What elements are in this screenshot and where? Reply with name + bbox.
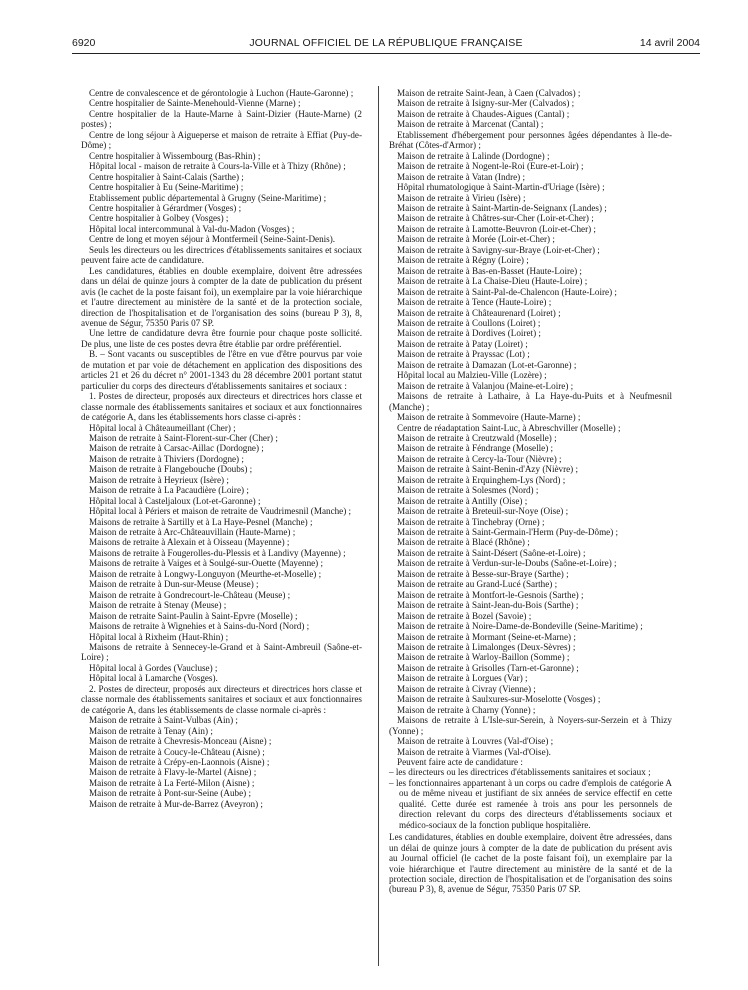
- text-entry: Maison de retraite à Valanjou (Maine-et-Loire) ;: [397, 380, 574, 391]
- text-entry: Centre de long séjour à Aigueperse et maison de retraite à Effiat (Puy-de-Dôme) ;: [81, 129, 362, 151]
- text-entry: Maison de retraite à Vatan (Indre) ;: [397, 171, 526, 182]
- text-entry: Maison de retraite à Carsac-Aillac (Dordogne) ;: [89, 443, 264, 454]
- text-entry: Maison de retraite à Saint-Pal-de-Chalencon (Haute-Loire) ;: [397, 286, 617, 297]
- text-entry: Maison de retraite à Saulxures-sur-Moselotte (Vosges) ;: [397, 694, 601, 705]
- text-entry: Maison de retraite à Saint-Martin-de-Seignanx (Landes) ;: [397, 202, 607, 213]
- text-entry: Peuvent faire acte de candidature :: [397, 757, 523, 767]
- text-entry: Hôpital local à Lamarche (Vosges).: [89, 673, 218, 684]
- text-entry: Maison de retraite à Marcenat (Cantal) ;: [397, 119, 544, 130]
- text-entry: 2. Postes de directeur, proposés aux directeurs et directrices hors classe et classe normale des établissements sanitaires et sociaux et aux fonctionnaires de catégorie A, dans les établissements de classe normale ci-après :: [81, 683, 362, 715]
- text-entry: Maisons de retraite à Lathaire, à La Haye-du-Puits et à Neufmesnil (Manche) ;: [389, 391, 672, 412]
- text-entry: Centre de convalescence et de gérontologie à Luchon (Haute-Garonne) ;: [89, 88, 354, 98]
- text-entry: Etablissement d'hébergement pour personnes âgées dépendantes à Ile-de-Bréhat (Côtes-d'Armor) ;: [389, 129, 672, 151]
- page-number: 6920: [72, 37, 96, 49]
- condition-item: – les directeurs ou les directrices d'établissements sanitaires et sociaux ;: [389, 767, 672, 777]
- text-entry: Maison de retraite à Saint-Désert (Saône-et-Loire) ;: [397, 547, 586, 558]
- text-entry: Maison de retraite à Saint-Benin-d'Azy (Nièvre) ;: [397, 464, 579, 475]
- text-entry: Maison de retraite à Louvres (Val-d'Oise) ;: [397, 736, 554, 747]
- text-entry: Centre hospitalier de Sainte-Menehould-Vienne (Marne) ;: [89, 98, 301, 109]
- text-entry: Maison de retraite à Breteuil-sur-Noye (Oise) ;: [397, 506, 569, 517]
- text-entry: Maison de retraite à Pont-sur-Seine (Aube) ;: [89, 788, 251, 799]
- text-entry: Maison de retraite à Mur-de-Barrez (Aveyron) ;: [89, 798, 263, 809]
- text-entry: Maison de retraite à Crépy-en-Laonnois (Aisne) ;: [89, 757, 270, 767]
- text-entry: Maison de retraite à Tence (Haute-Loire) ;: [397, 297, 552, 308]
- text-entry: Maison de retraite à Sommevoire (Haute-Marne) ;: [397, 412, 581, 423]
- text-entry: Maison de retraite à Nogent-le-Roi (Eure-et-Loir) ;: [397, 161, 584, 172]
- text-entry: Centre hospitalier de la Haute-Marne à Saint-Dizier (Haute-Marne) (2 postes) ;: [81, 108, 362, 130]
- text-entry: Maison de retraite à Dun-sur-Meuse (Meuse) ;: [89, 579, 259, 590]
- text-entry: Maison de retraite à Flangebouche (Doubs) ;: [89, 464, 253, 475]
- text-entry: Hôpital local au Malzieu-Ville (Lozère) ;: [397, 370, 547, 381]
- text-entry: Centre hospitalier à Golbey (Vosges) ;: [89, 213, 229, 224]
- text-entry: Centre hospitalier à Gérardmer (Vosges) ;: [89, 202, 242, 213]
- text-entry: Maison de retraite à Besse-sur-Braye (Sarthe) ;: [397, 568, 569, 579]
- journal-title: JOURNAL OFFICIEL DE LA RÉPUBLIQUE FRANÇAISE: [249, 37, 523, 49]
- text-entry: Maison de retraite à Régny (Loire) ;: [397, 255, 529, 266]
- text-entry: Maison de retraite à Chaudes-Aigues (Cantal) ;: [397, 108, 570, 119]
- right-column-entries: [389, 88, 672, 767]
- text-entry: Maison de retraite à Damazan (Lot-et-Garonne) ;: [397, 359, 577, 370]
- text-entry: Maison de retraite à Limalonges (Deux-Sèvres) ;: [397, 642, 576, 653]
- text-entry: Hôpital local intercommunal à Val-du-Madon (Vosges) ;: [89, 223, 295, 234]
- text-entry: Maison de retraite Saint-Jean, à Caen (Calvados) ;: [397, 88, 581, 98]
- text-entry: Maison de retraite à Isigny-sur-Mer (Calvados) ;: [397, 98, 575, 109]
- text-entry: Maison de retraite à Mormant (Seine-et-Marne) ;: [397, 631, 576, 642]
- left-column: [81, 88, 362, 809]
- text-entry: Hôpital local - maison de retraite à Cours-la-Ville et à Thizy (Rhône) ;: [89, 161, 346, 172]
- header-rule: [72, 53, 700, 54]
- text-entry: Maison de retraite à Blacé (Rhône) ;: [397, 537, 530, 548]
- text-entry: Maison de retraite à Saint-Jean-du-Bois (Sarthe) ;: [397, 600, 579, 611]
- text-entry: Maison de retraite à Noire-Dame-de-Bondeville (Seine-Maritime) ;: [397, 621, 643, 632]
- text-entry: Maison de retraite à Bas-en-Basset (Haute-Loire) ;: [397, 265, 582, 276]
- text-entry: Etablissement public départemental à Grugny (Seine-Maritime) ;: [89, 192, 327, 203]
- text-entry: Une lettre de candidature devra être fournie pour chaque poste sollicité. De plus, une liste de ces postes devra être établie par ordre préférentiel.: [81, 328, 362, 349]
- text-entry: Maison de retraite à Thiviers (Dordogne) ;: [89, 453, 244, 464]
- text-entry: Maison de retraite à Saint-Germain-l'Herm (Puy-de-Dôme) ;: [397, 527, 619, 538]
- text-entry: Maisons de retraite à Sartilly et à La Haye-Pesnel (Manche) ;: [89, 516, 313, 527]
- text-entry: Maison de retraite à Lamotte-Beuvron (Loir-et-Cher) ;: [397, 223, 596, 234]
- right-column: [389, 88, 672, 895]
- text-entry: Centre de long et moyen séjour à Montfermeil (Seine-Saint-Denis).: [89, 234, 336, 245]
- text-entry: Maison de retraite à Antilly (Oise) ;: [397, 495, 528, 506]
- text-entry: Maison de retraite à La Pacaudière (Loire) ;: [89, 485, 249, 496]
- text-entry: Centre hospitalier à Eu (Seine-Maritime) ;: [89, 182, 244, 193]
- text-entry: Centre hospitalier à Saint-Calais (Sarthe) ;: [89, 171, 244, 182]
- text-entry: Maison de retraite à Flavy-le-Martel (Aisne) ;: [89, 767, 257, 778]
- text-entry: Hôpital local à Gordes (Vaucluse) ;: [89, 662, 218, 673]
- text-entry: Hôpital local à Rixheim (Haut-Rhin) ;: [89, 631, 229, 642]
- text-entry: Maison de retraite à Tenay (Ain) ;: [89, 725, 213, 736]
- candidate-conditions-list: [389, 767, 672, 830]
- text-entry: Maison de retraite à Verdun-sur-le-Doubs (Saône-et-Loire) ;: [397, 558, 617, 569]
- text-entry: Seuls les directeurs ou les directrices d'établissements sanitaires et sociaux peuvent faire acte de candidature.: [81, 244, 362, 266]
- publication-date: 14 avril 2004: [639, 37, 700, 49]
- text-entry: Maison de retraite à Solesmes (Nord) ;: [397, 485, 539, 496]
- text-entry: Maisons de retraite à Fougerolles-du-Plessis et à Landivy (Mayenne) ;: [89, 547, 346, 558]
- text-entry: Maison de retraite à Charny (Yonne) ;: [397, 704, 536, 715]
- text-entry: Maison de retraite à La Chaise-Dieu (Haute-Loire) ;: [397, 276, 588, 287]
- text-entry: Maisons de retraite à Vaiges et à Soulgé-sur-Ouette (Mayenne) ;: [89, 558, 324, 569]
- text-entry: 1. Postes de directeur, proposés aux directeurs et directrices hors classe et classe normale des établissements sanitaires et sociaux et aux fonctionnaires de catégorie A, dans les établissements hors classe ci-après :: [81, 391, 362, 423]
- page-header: [72, 37, 700, 53]
- text-entry: Hôpital local à Périers et maison de retraite de Vaudrimesnil (Manche) ;: [89, 506, 352, 517]
- text-entry: Maison de retraite à Saint-Florent-sur-Cher (Cher) ;: [89, 432, 278, 443]
- text-entry: Maison de retraite à Châteaurenard (Loiret) ;: [397, 307, 561, 318]
- text-entry: Centre hospitalier à Wissembourg (Bas-Rhin) ;: [89, 150, 261, 161]
- text-entry: Maison de retraite à La Ferté-Milon (Aisne) ;: [89, 777, 255, 788]
- text-entry: Maisons de retraite à L'Isle-sur-Serein, à Noyers-sur-Serzein et à Thizy (Yonne) ;: [389, 715, 672, 736]
- condition-item: – les fonctionnaires appartenant à un corps ou cadre d'emplois de catégorie A ou de même niveau et justifiant de six années de service effectif en cette qualité. Cette durée est ramenée à trois ans pour les personnels de direction relevant du corps des directeurs d'établissements sociaux et médico-sociaux de la fonction publique hospitalière.: [389, 778, 672, 830]
- text-entry: Maison de retraite à Viarmes (Val-d'Oise).: [397, 746, 551, 757]
- text-entry: Maison de retraite au Grand-Lucé (Sarthe) ;: [397, 579, 558, 590]
- text-entry: Maison de retraite à Montfort-le-Gesnois (Sarthe) ;: [397, 589, 584, 600]
- text-entry: Maison de retraite à Féndrange (Moselle) ;: [397, 443, 554, 454]
- text-entry: Maison de retraite à Stenay (Meuse) ;: [89, 600, 227, 611]
- text-entry: Maison de retraite à Lalinde (Dordogne) ;: [397, 150, 550, 161]
- text-entry: Maison de retraite à Savigny-sur-Braye (Loir-et-Cher) ;: [397, 244, 600, 255]
- text-entry: Hôpital rhumatologique à Saint-Martin-d'Uriage (Isère) ;: [397, 182, 605, 193]
- text-entry: Maison de retraite à Warloy-Baillon (Somme) ;: [397, 652, 570, 663]
- text-entry: Maisons de retraite à Sennecey-le-Grand et à Saint-Ambreuil (Saône-et-Loire) ;: [81, 642, 362, 663]
- text-entry: Maison de retraite à Virieu (Isère) ;: [397, 192, 526, 203]
- text-entry: Maison de retraite Saint-Paulin à Saint-Epvre (Moselle) ;: [89, 610, 298, 621]
- closing-paragraph: Les candidatures, établies en double exemplaire, doivent être adressées, dans un délai de quinze jours à compter de la date de publication du présent avis au Journal officiel (le cachet de la poste faisant foi), un exemplaire par la voie hiérarchique et l'autre directement au ministère de la santé et de la protection sociale, direction de l'hospitalisation et de l'organisation des soins (bureau P 3), 8, avenue de Ségur, 75350 Paris 07 SP.: [389, 832, 672, 895]
- text-entry: Les candidatures, établies en double exemplaire, doivent être adressées dans un délai de quinze jours à compter de la date de publication du présent avis (le cachet de la poste faisant foi), un exemplaire par la voie hiérarchique et l'autre directement au ministère de la santé et de la protection sociale, direction de l'hospitalisation et de l'organisation des soins (bureau P 3), 8, avenue de Ségur, 75350 Paris 07 SP.: [81, 265, 362, 328]
- text-entry: Maison de retraite à Heyrieux (Isère) ;: [89, 474, 229, 485]
- text-entry: Maisons de retraite à Wignehies et à Sains-du-Nord (Nord) ;: [89, 621, 310, 632]
- text-entry: Maison de retraite à Creutzwald (Moselle) ;: [397, 432, 557, 443]
- text-entry: B. – Sont vacants ou susceptibles de l'être en vue d'être pourvus par voie de mutation et par voie de détachement en application des dispositions des articles 21 et 26 du décret n° 2001-1343 du 28 décembre 2001 portant statut particulier du corps des directeurs d'établissements sanitaires et sociaux :: [81, 349, 362, 391]
- text-entry: Maison de retraite à Prayssac (Lot) ;: [397, 349, 530, 360]
- text-entry: Maison de retraite à Saint-Vulbas (Ain) ;: [89, 715, 238, 726]
- text-entry: Maison de retraite à Gondrecourt-le-Château (Meuse) ;: [89, 589, 291, 600]
- text-entry: Maison de retraite à Coullons (Loiret) ;: [397, 317, 541, 328]
- text-entry: Maison de retraite à Civray (Vienne) ;: [397, 683, 536, 694]
- text-entry: Maison de retraite à Dordives (Loiret) ;: [397, 328, 541, 339]
- text-entry: Maison de retraite à Arc-Châteauvillain (Haute-Marne) ;: [89, 527, 296, 538]
- text-entry: Maison de retraite à Patay (Loiret) ;: [397, 338, 528, 349]
- text-entry: Maison de retraite à Morée (Loir-et-Cher) ;: [397, 234, 555, 245]
- text-entry: Maison de retraite à Chevresis-Monceau (Aisne) ;: [89, 736, 272, 747]
- column-divider: [378, 86, 379, 966]
- text-entry: Maison de retraite à Cercy-la-Tour (Nièvre) ;: [397, 453, 562, 464]
- text-entry: Maison de retraite à Longwy-Longuyon (Meurthe-et-Moselle) ;: [89, 568, 322, 579]
- text-entry: Maison de retraite à Tinchebray (Orne) ;: [397, 516, 545, 527]
- text-entry: Maison de retraite à Erquinghem-Lys (Nord) ;: [397, 474, 566, 485]
- text-entry: Maison de retraite à Coucy-le-Château (Aisne) ;: [89, 746, 265, 757]
- text-entry: Hôpital local à Casteljaloux (Lot-et-Garonne) ;: [89, 495, 261, 506]
- text-entry: Centre de réadaptation Saint-Luc, à Abreschviller (Moselle) ;: [397, 422, 621, 433]
- text-entry: Hôpital local à Châteaumeillant (Cher) ;: [89, 422, 236, 433]
- text-entry: Maisons de retraite à Alexain et à Oisseau (Mayenne) ;: [89, 537, 290, 548]
- text-entry: Maison de retraite à Grisolles (Tarn-et-Garonne) ;: [397, 662, 579, 673]
- text-entry: Maison de retraite à Bozel (Savoie) ;: [397, 610, 532, 621]
- text-entry: Maison de retraite à Châtres-sur-Cher (Loir-et-Cher) ;: [397, 213, 594, 224]
- text-entry: Maison de retraite à Lorgues (Var) ;: [397, 673, 528, 684]
